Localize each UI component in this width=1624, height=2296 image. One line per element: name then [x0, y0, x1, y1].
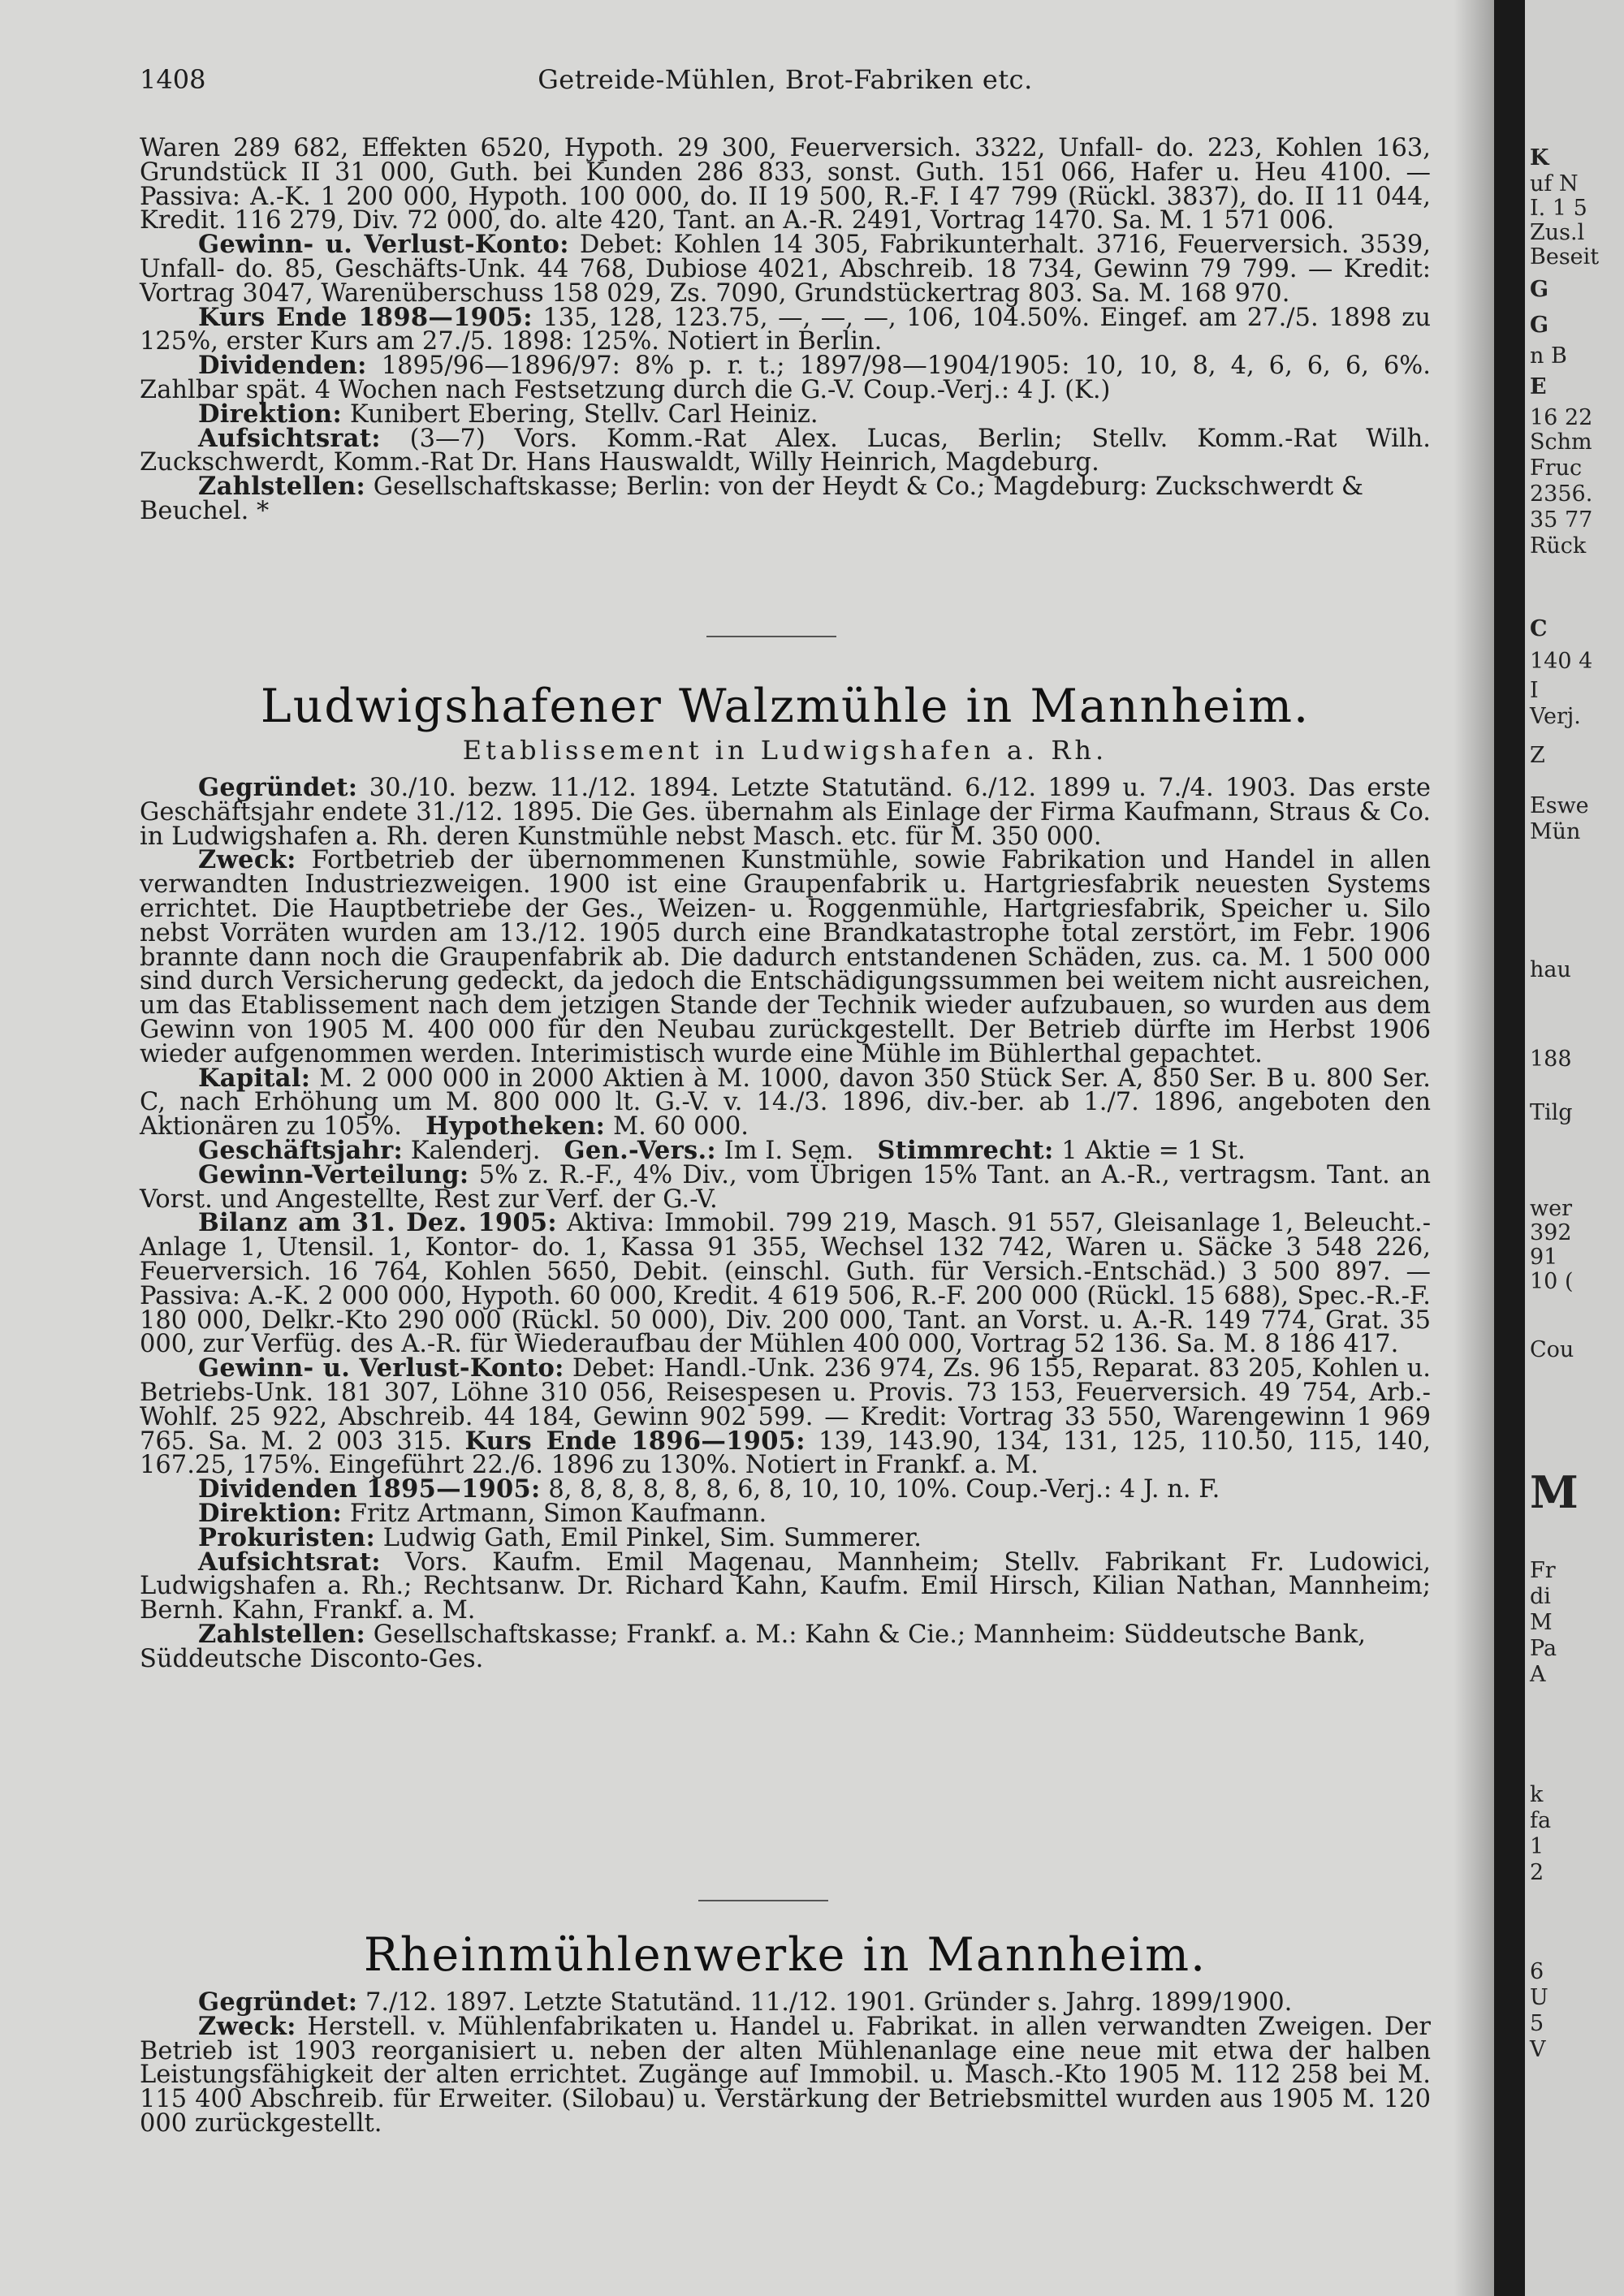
paying-agents: Zahlstellen: Gesellschaftskasse; Frankf. a. M.: Kahn & Cie.; Mannheim: Süddeutsche Bank, Süddeutsche Disconto-Ges. [140, 1619, 1366, 1673]
fragment: 2356. [1530, 481, 1593, 507]
fragment: Schm [1530, 429, 1592, 455]
founded: Gegründet: 30./10. bezw. 11./12. 1894. Letzte Statutänd. 6./12. 1899 u. 7./4. 1903. Das erste Geschäftsjahr endete 31./12. 1895. Die Ges. übernahm als Einlage der Firma Kaufmann, Straus & Co. in Ludwigshafen a. Rh. deren Kunstmühle nebst Masch. etc. für M. 350 000. [140, 773, 1431, 851]
fragment: G [1530, 277, 1549, 302]
dividends: Dividenden 1895—1905: 8, 8, 8, 8, 8, 8, 6, 8, 10, 10, 10%. Coup.-Verj.: 4 J. n. F. [198, 1474, 1220, 1504]
fragment: Z [1530, 743, 1545, 768]
management: Direktion: Kunibert Ebering, Stellv. Carl Heiniz. [198, 399, 818, 429]
stock-price: Kurs Ende 1898—1905: 135, 128, 123.75, —, —, —, 106, 104.50%. Eingef. am 27./5. 1898 zu 125%, erster Kurs am 27./5. 1898: 125%. Notiert in Berlin. [140, 302, 1431, 356]
supervisory-board: Aufsichtsrat: (3—7) Vors. Komm.-Rat Alex. Lucas, Berlin; Stellv. Komm.-Rat Wilh. Zuckschwerdt, Komm.-Rat Dr. Hans Hauswaldt, Willy Heinrich, Magdeburg. [140, 423, 1432, 477]
fragment: k [1530, 1782, 1544, 1807]
purpose: Zweck: Fortbetrieb der übernommenen Kunstmühle, sowie Fabrikation und Handel in allen verwandten Industriezweigen. 1900 ist eine Graupenfabrik u. Hartgriesfabrik neuesten Systems errichtet. Die Hauptbetriebe der Ges., Weizen- u. Roggenmühle, Hartgriesfabrik, Speicher u. Silo nebst Vorräten wurden am 13./12. 1905 durch eine Brandkatastrophe total zerstört, im Febr. 1906 brannte dann noch die Graupenfabrik ab. Die dadurch entstandenen Schäden, zus. ca. M. 1 500 000 sind durch Versicherung gedeckt, da jedoch die Entschädigungssummen bei weitem nicht ausreichen, um das Etablissement nach dem jetzigen Stande der Technik wieder aufzubauen, so wurden aus dem Gewinn von 1905 M. 400 000 für den Neubau zurückgestellt. Der Betrieb dürfte im Herbst 1906 wieder aufgenommen werden. Interimistisch wurde eine Mühle im Bühlerthal gepachtet. [140, 845, 1432, 1068]
fragment: G [1530, 313, 1549, 338]
fragment: Fr [1530, 1558, 1556, 1583]
company-title-ludwigshafen: Ludwigshafener Walzmühle in Mannheim. [260, 680, 1311, 733]
profit-loss-account: Gewinn- u. Verlust-Konto: Debet: Kohlen 14 305, Fabrikunterhalt. 3716, Feuerversich. 3539, Unfall- do. 85, Geschäfts-Unk. 44 768, Dubiose 4021, Abschreib. 18 734, Gewinn 79 799. — Kredit: Vortrag 3047, Warenüberschuss 158 029, Zs. 7090, Grundstückertrag 803. Sa. M. 168 970. [140, 230, 1431, 308]
fragment: 91 [1530, 1245, 1558, 1270]
fragment: Beseit [1530, 244, 1600, 270]
fragment: n B [1530, 343, 1567, 369]
fragment: I [1530, 678, 1539, 703]
section-divider [706, 636, 836, 637]
fragment: Cou [1530, 1337, 1574, 1362]
fragment: U [1530, 1985, 1548, 2010]
fragment: Tilg [1530, 1100, 1573, 1125]
fragment: 1 [1530, 1834, 1544, 1859]
fragment: hau [1530, 957, 1571, 982]
capital: Kapital: M. 2 000 000 in 2000 Aktien à M. 1000, davon 350 Stück Ser. A, 850 Ser. B u. 800 Ser. C, nach Erhöhung um M. 800 000 lt. G.-V. v. 14./3. 1896, div.-ber. ab 1./7. 1896, angeboten den Aktionären zu 105%. Hypotheken: M. 60 000. [140, 1063, 1431, 1142]
authorized-signatories: Prokuristen: Ludwig Gath, Emil Pinkel, Sim. Summerer. [198, 1522, 922, 1552]
fragment: M [1530, 1610, 1553, 1635]
fragment: V [1530, 2037, 1546, 2062]
fragment: wer [1530, 1196, 1572, 1221]
fragment: 10 ( [1530, 1269, 1574, 1294]
fragment: I. 1 5 [1530, 196, 1587, 221]
previous-entry [140, 136, 1431, 524]
fragment: 2 [1530, 1860, 1544, 1885]
page-number: 1408 [140, 64, 206, 95]
fragment: Zus.l [1530, 220, 1585, 245]
fragment: C [1530, 616, 1548, 641]
page-header [140, 63, 1431, 101]
fragment: 6 [1530, 1959, 1544, 1984]
paying-agents: Zahlstellen: Gesellschaftskasse; Berlin: von der Heydt & Co.; Magdeburg: Zuckschwerdt & Beuchel. * [140, 472, 1364, 525]
purpose: Zweck: Herstell. v. Mühlenfabrikaten u. Handel u. Fabrikat. in allen verwandten Zweigen. Der Betrieb ist 1903 reorganisiert u. neben der alten Mühlenanlage eine neue mit etwa der halben Leistungsfähigkeit der alten errichtet. Zugänge auf Immobil. u. Masch.-Kto 1905 M. 112 258 bei M. 115 400 Abschreib. für Erweiter. (Silobau) u. Verstärkung der Betriebsmittel wurden aus 1905 M. 120 000 zurückgestellt. [140, 2011, 1431, 2138]
fragment: M [1530, 1466, 1579, 1518]
supervisory-board: Aufsichtsrat: Vors. Kaufm. Emil Magenau, Mannheim; Stellv. Fabrikant Fr. Ludowici, Ludwigshafen a. Rh.; Rechtsanw. Dr. Richard Kahn, Kaufm. Emil Hirsch, Kilian Nathan, Mannheim; Bernh. Kahn, Frankf. a. M. [140, 1547, 1431, 1625]
fragment: Fruc [1530, 455, 1583, 481]
balance-sheet: Bilanz am 31. Dez. 1905: Aktiva: Immobil. 799 219, Masch. 91 557, Gleisanlage 1, Beleucht.-Anlage 1, Utensil. 1, Kontor- do. 1, Kassa 91 355, Wechsel 132 742, Waren u. Säcke 3 548 226, Feuerversich. 16 764, Kohlen 5650, Debit. (einschl. Guth. für Versich.-Entschäd.) 3 500 897. — Passiva: A.-K. 2 000 000, Hypoth. 60 000, Kredit. 4 619 506, R.-F. 200 000 (Rückl. 15 688), Spec.-R.-F. 180 000, Delkr.-Kto 290 000 (Rückl. 50 000), Div. 200 000, Tant. an Vorst. u. A.-R. 149 774, Grat. 35 000, zur Verfüg. des A.-R. für Wiederaufbau der Mühlen 400 000, Vortrag 52 136. Sa. M. 8 186 417. [140, 1208, 1432, 1359]
fragment: E [1530, 374, 1547, 399]
company-title-rheinmuehlen: Rheinmühlenwerke in Mannheim. [363, 1928, 1207, 1982]
dividends: Dividenden: 1895/96—1896/97: 8% p. r. t.; 1897/98—1904/1905: 10, 10, 8, 4, 6, 6, 6, 6%. Zahlbar spät. 4 Wochen nach Festsetzung durch die G.-V. Coup.-Verj.: 4 J. (K.) [140, 351, 1431, 404]
fragment: 16 22 [1530, 405, 1593, 430]
company-subtitle: Etablissement in Ludwigshafen a. Rh. [462, 735, 1108, 766]
adjacent-page-edge [1525, 0, 1624, 2296]
fragment: fa [1530, 1808, 1552, 1833]
fragment: 5 [1530, 2011, 1544, 2036]
fragment: K [1530, 145, 1549, 170]
fragment: 140 4 [1530, 649, 1593, 674]
rheinmuehlen-entry [140, 1987, 1431, 2138]
section-divider [698, 1900, 828, 1901]
balance-continuation: Waren 289 682, Effekten 6520, Hypoth. 29 300, Feuerversich. 3322, Unfall- do. 223, Kohlen 163, Grundstück II 31 000, Guth. bei Kunden 286 833, sonst. Guth. 151 066, Hafer u. Heu 4100. — Passiva: A.-K. 1 200 000, Hypoth. 100 000, do. II 19 500, R.-F. I 47 799 (Rückl. 3837), do. II 11 044, Kredit. 116 279, Div. 72 000, do. alte 420, Tant. an A.-R. 2491, Vortrag 1470. Sa. M. 1 571 006. [140, 134, 1431, 235]
fiscal-year: Geschäftsjahr: Kalenderj. Gen.-Vers.: Im I. Sem. Stimmrecht: 1 Aktie = 1 St. [198, 1135, 1246, 1165]
fragment: 392 [1530, 1220, 1572, 1245]
running-head: Getreide-Mühlen, Brot-Fabriken etc. [538, 64, 1033, 95]
fragment: Rück [1530, 533, 1587, 559]
fragment: 35 77 [1530, 507, 1593, 533]
fragment: Pa [1530, 1636, 1557, 1661]
ludwigshafen-entry [140, 773, 1432, 1673]
profit-loss-account: Gewinn- u. Verlust-Konto: Debet: Handl.-Unk. 236 974, Zs. 96 155, Reparat. 83 205, Kohlen u. Betriebs-Unk. 181 307, Löhne 310 056, Reisespesen u. Provis. 73 153, Feuerversich. 49 754, Arb.-Wohlf. 25 922, Abschreib. 44 184, Gewinn 902 599. — Kredit: Vortrag 33 550, Warengewinn 1 969 765. Sa. M. 2 003 315. Kurs Ende 1896—1905: 139, 143.90, 134, 131, 125, 110.50, 115, 140, 167.25, 175%. Eingeführt 22./6. 1896 zu 130%. Notiert in Frankf. a. M. [140, 1353, 1431, 1480]
fragment: uf N [1530, 171, 1579, 196]
fragment: Mün [1530, 819, 1581, 844]
fragment: A [1530, 1662, 1546, 1687]
fragment: Eswe [1530, 793, 1589, 818]
founded: Gegründet: 7./12. 1897. Letzte Statutänd. 11./12. 1901. Gründer s. Jahrg. 1899/1900. [198, 1987, 1293, 2017]
management: Direktion: Fritz Artmann, Simon Kaufmann. [198, 1498, 767, 1528]
fragment: Verj. [1530, 704, 1581, 729]
fragment: 188 [1530, 1047, 1572, 1072]
book-gutter [1494, 0, 1525, 2296]
fragment: di [1530, 1584, 1551, 1609]
profit-distribution: Gewinn-Verteilung: 5% z. R.-F., 4% Div., vom Übrigen 15% Tant. an A.-R., vertragsm. Tant. an Vorst. und Angestellte, Rest zur Verf. der G.-V. [140, 1159, 1431, 1214]
